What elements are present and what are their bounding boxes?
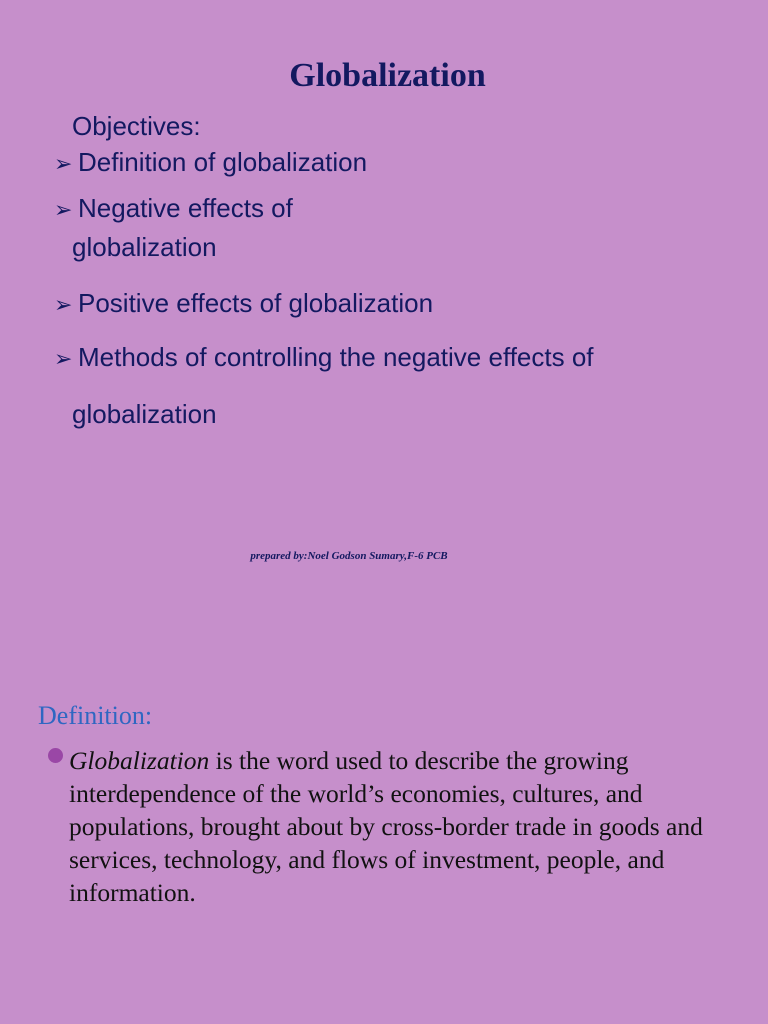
definition-term: Globalization bbox=[69, 746, 210, 775]
objective-text: Negative effects of bbox=[78, 193, 293, 223]
bullet-dot-icon bbox=[48, 748, 63, 763]
objective-text-continued: globalization bbox=[72, 399, 217, 429]
objective-item-methods bbox=[54, 339, 734, 432]
definition-paragraph bbox=[69, 744, 739, 909]
objective-text-continued: globalization bbox=[72, 232, 217, 262]
objective-text: Methods of controlling the negative effects of bbox=[78, 342, 594, 372]
definition-heading: Definition: bbox=[38, 701, 153, 730]
arrow-bullet-icon: ➢ bbox=[54, 152, 73, 177]
slide-title: Globalization bbox=[289, 57, 486, 94]
arrow-bullet-icon: ➢ bbox=[54, 347, 73, 372]
objective-item-positive-effects bbox=[54, 285, 734, 324]
definition-body: is the word used to describe the growing interdependence of the world’s economies, cultures, and populations, brought about by cross-border trade in goods and services, technology, and flows of investment, people, and information. bbox=[69, 746, 703, 907]
objectives-label: Objectives: bbox=[72, 111, 201, 141]
objective-item-negative-effects bbox=[54, 190, 734, 265]
prepared-by-credit: prepared by:Noel Godson Sumary,F-6 PCB bbox=[250, 550, 448, 562]
objective-text: Positive effects of globalization bbox=[78, 288, 434, 318]
arrow-bullet-icon: ➢ bbox=[54, 293, 73, 318]
objective-item-definition bbox=[54, 144, 734, 183]
arrow-bullet-icon: ➢ bbox=[54, 198, 73, 223]
objective-text: Definition of globalization bbox=[78, 147, 368, 177]
